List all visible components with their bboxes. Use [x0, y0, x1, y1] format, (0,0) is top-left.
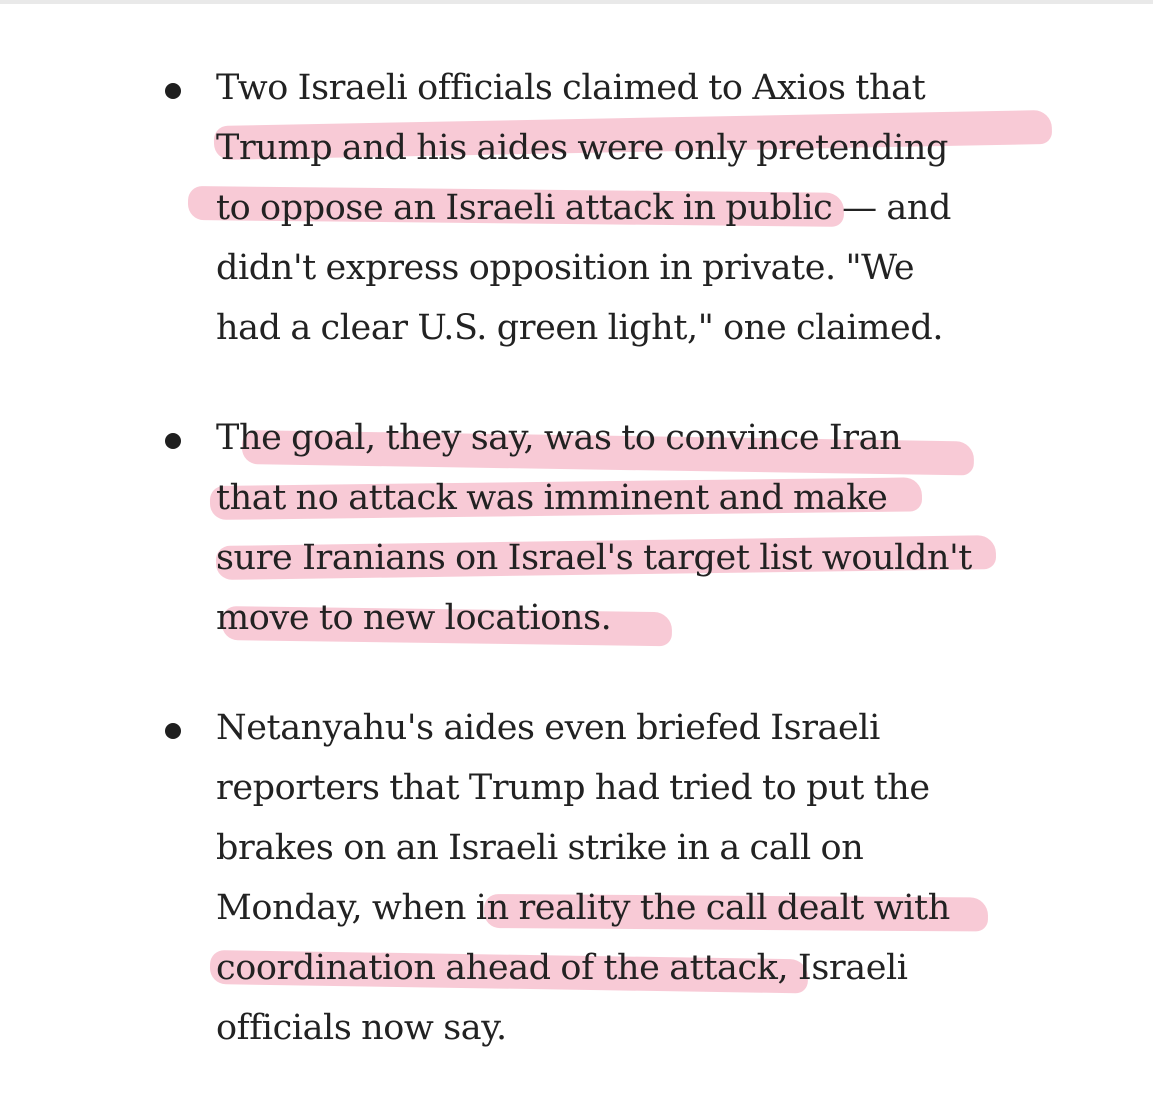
text-line: The goal, they say, was to convince Iran: [216, 418, 902, 458]
text-line: had a clear U.S. green light," one claimed.: [216, 308, 944, 348]
text-line: Trump and his aides were only pretending: [216, 128, 949, 168]
text-line: brakes on an Israeli strike in a call on: [216, 828, 864, 868]
bullet-dot-icon: [165, 83, 181, 99]
text-line: sure Iranians on Israel's target list wouldn't: [216, 538, 972, 578]
text-line: Two Israeli officials claimed to Axios that: [216, 68, 926, 108]
text-line: Netanyahu's aides even briefed Israeli: [216, 708, 880, 748]
text-line: to oppose an Israeli attack in public — and: [216, 188, 952, 228]
text-line: Monday, when in reality the call dealt with: [216, 888, 950, 928]
text-line: reporters that Trump had tried to put the: [216, 768, 930, 808]
text-line: that no attack was imminent and make: [216, 478, 888, 518]
text-line: coordination ahead of the attack, Israeli: [216, 948, 908, 988]
text-line: officials now say.: [216, 1008, 507, 1048]
text-line: didn't express opposition in private. "We: [216, 248, 915, 288]
text-line: move to new locations.: [216, 598, 612, 638]
bullet-dot-icon: [165, 723, 181, 739]
bullet-dot-icon: [165, 433, 181, 449]
